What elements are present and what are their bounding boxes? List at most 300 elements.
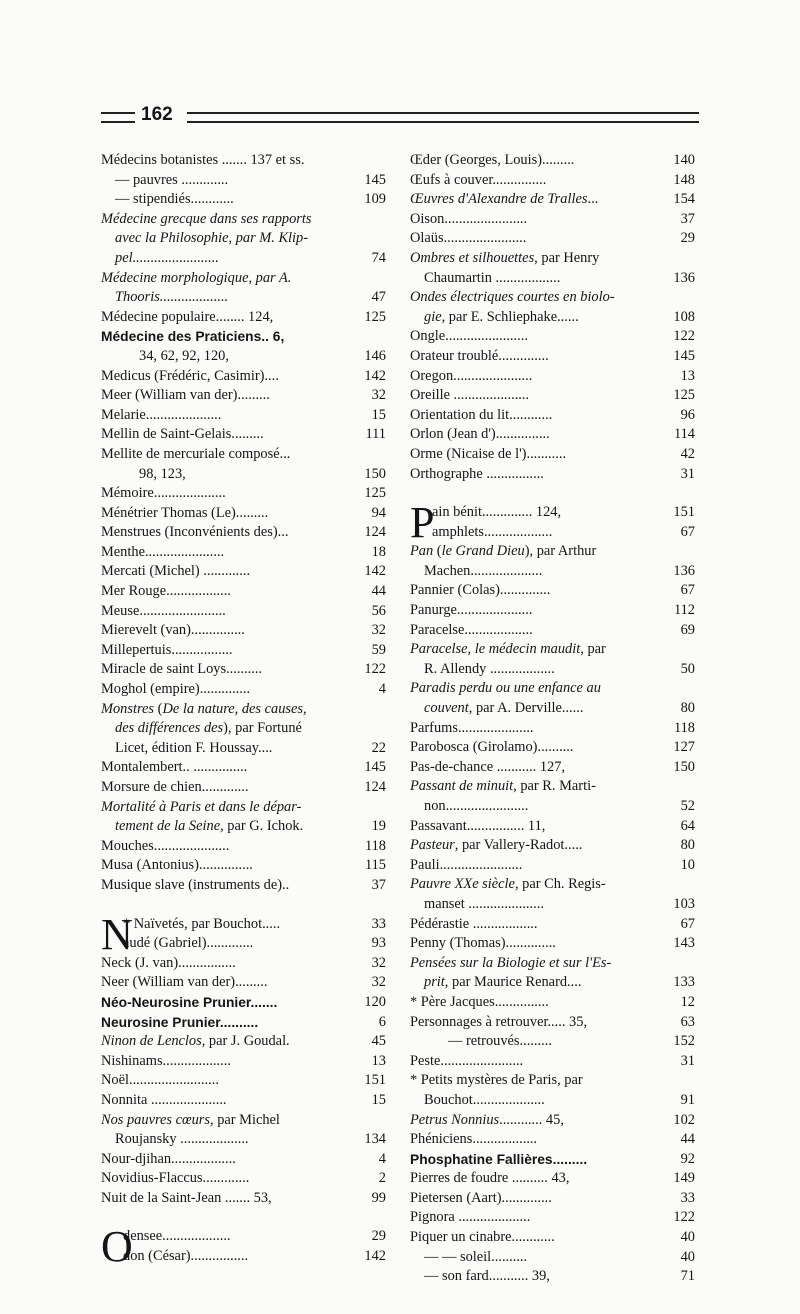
entry-text: Montalembert.. ............... <box>101 759 248 776</box>
page-ref: 93 <box>371 935 386 952</box>
index-entry <box>410 151 695 171</box>
index-column-right <box>410 151 695 1287</box>
entry-text: Parfums..................... <box>410 719 534 736</box>
entry-line: Thooris................... <box>115 289 229 306</box>
page-ref: 32 <box>371 387 386 404</box>
entry-text <box>101 1111 338 1150</box>
page-ref: 12 <box>680 993 695 1010</box>
entry-text: Oregon...................... <box>410 367 533 384</box>
index-entry <box>101 425 386 445</box>
index-entry <box>123 1247 386 1267</box>
entry-text: * Naïvetés, par Bouchot..... <box>123 915 281 932</box>
entry-text: Œder (Georges, Louis)......... <box>410 152 575 168</box>
index-entry <box>410 1169 695 1189</box>
page-ref: 10 <box>680 856 695 873</box>
index-entry <box>101 1091 386 1111</box>
page-ref: 94 <box>371 504 386 521</box>
index-entry <box>432 523 695 543</box>
entry-text: Ménétrier Thomas (Le)......... <box>101 504 269 521</box>
entry-text: — — soleil.......... <box>424 1248 528 1265</box>
index-entry <box>101 151 386 171</box>
index-block-o-cont <box>410 151 695 484</box>
page-ref: 125 <box>673 387 695 404</box>
page-ref: 134 <box>364 1131 386 1148</box>
index-entry <box>101 1169 386 1189</box>
entry-line: Monstres (De la nature, des causes, <box>101 700 307 717</box>
page-ref: 108 <box>673 308 695 325</box>
entry-text: Œufs à couver............... <box>410 171 547 188</box>
index-entry <box>410 171 695 191</box>
page-ref: 145 <box>364 171 386 188</box>
page-ref: 6 <box>378 1013 386 1030</box>
page-ref: 67 <box>680 915 695 932</box>
index-entry <box>410 601 695 621</box>
index-entry <box>410 758 695 778</box>
index-entry <box>101 837 386 857</box>
index-entry <box>410 1071 695 1110</box>
entry-text: Nuit de la Saint-Jean ....... 53, <box>101 1189 272 1206</box>
entry-line: gie, par E. Schliephake...... <box>424 308 579 325</box>
page-ref: 102 <box>673 1111 695 1128</box>
page-ref: 127 <box>673 739 695 756</box>
entry-text: Neer (William van der)......... <box>101 974 268 991</box>
page-ref: 96 <box>680 406 695 423</box>
index-entry <box>101 445 386 465</box>
page-ref: 109 <box>364 191 386 208</box>
entry-text: Millepertuis................. <box>101 641 233 658</box>
page-ref: 29 <box>680 230 695 247</box>
entry-text: Ongle....................... <box>410 328 528 345</box>
entry-text: — pauvres ............. <box>115 171 229 188</box>
page-ref: 151 <box>673 504 695 521</box>
page-ref: 47 <box>371 289 386 306</box>
index-entry <box>410 1111 695 1131</box>
index-entry <box>410 347 695 367</box>
index-entry <box>101 582 386 602</box>
index-entry <box>410 1032 695 1052</box>
index-entry <box>101 680 386 700</box>
index-entry <box>410 738 695 758</box>
dropcap-entry <box>101 1222 386 1272</box>
page-ref: 37 <box>680 210 695 227</box>
page-ref: 52 <box>680 798 695 814</box>
entry-line: Nos pauvres cœurs, par Michel <box>101 1111 280 1128</box>
entry-text: — son fard........... 39, <box>424 1268 550 1285</box>
page-ref: 13 <box>371 1052 386 1069</box>
page-ref: 143 <box>673 935 695 952</box>
page-ref: 125 <box>364 308 386 325</box>
entry-text: Neurosine Prunier.......... <box>101 1014 259 1030</box>
entry-line: Paradis perdu ou une enfance au <box>410 680 601 697</box>
entry-text: ain bénit.............. 124, <box>432 504 562 521</box>
index-entry <box>101 621 386 641</box>
dropcap-entry <box>101 909 386 959</box>
index-entry <box>101 190 386 210</box>
page-ref: 150 <box>673 758 695 775</box>
index-entry <box>123 1227 386 1247</box>
entry-text: Orthographe ................ <box>410 465 544 482</box>
index-entry <box>410 445 695 465</box>
page-ref: 32 <box>371 622 386 639</box>
entry-line: pel........................ <box>115 249 219 266</box>
index-entry <box>410 1130 695 1150</box>
index-entry <box>101 1052 386 1072</box>
index-entry <box>410 915 695 935</box>
entry-text: Phéniciens.................. <box>410 1131 538 1148</box>
index-entry <box>101 700 386 759</box>
index-entry <box>101 1111 386 1150</box>
index-entry <box>101 660 386 680</box>
entry-text: Mémoire.................... <box>101 485 226 502</box>
index-entry <box>410 367 695 387</box>
entry-line: manset ..................... <box>424 895 544 912</box>
page-ref: 122 <box>673 328 695 345</box>
page-ref: 120 <box>364 993 386 1010</box>
index-block-n <box>101 909 386 1209</box>
dropcap-entry <box>410 498 695 548</box>
entry-line: Ombres et silhouettes, par Henry <box>410 249 600 266</box>
index-entry <box>101 347 386 367</box>
entry-line: couvent, par A. Derville...... <box>424 700 584 717</box>
index-entry <box>410 1267 695 1287</box>
page-ref: 15 <box>371 1091 386 1108</box>
page-ref: 142 <box>364 367 386 384</box>
entry-text: Passavant................ 11, <box>410 817 546 834</box>
page-ref: 124 <box>364 779 386 795</box>
page-ref: 18 <box>371 543 386 560</box>
index-entry <box>123 934 386 954</box>
index-entry <box>410 229 695 249</box>
page-ref: 99 <box>371 1189 386 1206</box>
entry-text: Pannier (Colas).............. <box>410 582 551 599</box>
page-ref: 133 <box>673 974 695 991</box>
index-entry <box>101 1032 386 1052</box>
entry-line: Licet, édition F. Houssay.... <box>115 739 273 756</box>
page-ref: 115 <box>364 857 386 874</box>
page-number: 162 <box>141 104 173 125</box>
page-ref: 40 <box>680 1248 695 1265</box>
index-entry <box>410 425 695 445</box>
index-entry <box>101 523 386 543</box>
index-entry <box>101 562 386 582</box>
index-entry <box>101 210 386 269</box>
page-ref: 136 <box>673 562 695 579</box>
page-ref: 118 <box>673 719 695 736</box>
index-entry <box>410 817 695 837</box>
index-entry <box>410 934 695 954</box>
entry-line: Paracelse, le médecin maudit, par <box>410 641 606 658</box>
entry-text: Noël......................... <box>101 1072 219 1089</box>
entry-text: — stipendiés............ <box>115 191 234 208</box>
index-entry <box>410 210 695 230</box>
entry-text: Mellite de mercuriale composé... <box>101 445 291 462</box>
index-entry <box>101 856 386 876</box>
index-entry <box>410 1052 695 1072</box>
index-entry <box>101 484 386 504</box>
page-ref: 145 <box>673 347 695 364</box>
entry-text: Médecine populaire........ 124, <box>101 308 274 325</box>
page-ref: 29 <box>371 1228 386 1245</box>
page-ref: 13 <box>680 367 695 384</box>
entry-line: Mortalité à Paris et dans le dépar- <box>101 798 302 815</box>
drop-cap-letter: P <box>410 498 435 548</box>
index-entry <box>101 327 386 347</box>
index-entry <box>410 288 695 327</box>
page-ref: 142 <box>364 1248 386 1265</box>
entry-text <box>101 210 338 269</box>
entry-text: Personnages à retrouver..... 35, <box>410 1013 588 1030</box>
index-entry <box>410 621 695 641</box>
entry-line: prit, par Maurice Renard.... <box>424 974 582 991</box>
index-entry <box>410 542 695 581</box>
entry-text: Pédérastie .................. <box>410 915 538 932</box>
entry-line: non....................... <box>424 798 529 814</box>
index-entry <box>410 954 695 993</box>
page-ref: 67 <box>680 523 695 540</box>
page-ref: 45 <box>371 1033 386 1050</box>
page-ref: 33 <box>680 1189 695 1206</box>
page-ref: 80 <box>680 700 695 717</box>
entry-text: 34, 62, 92, 120, <box>139 347 229 364</box>
entry-text: Musique slave (instruments de).. <box>101 876 290 893</box>
page-ref: 152 <box>673 1033 695 1050</box>
drop-cap-letter: O <box>101 1222 133 1272</box>
entry-text: * Père Jacques............... <box>410 993 549 1010</box>
page-ref: 146 <box>364 347 386 364</box>
page-ref: 40 <box>680 1229 695 1246</box>
index-entry <box>410 190 695 210</box>
index-entry <box>410 1228 695 1248</box>
entry-text: 98, 123, <box>139 465 186 482</box>
page-ref: 37 <box>371 876 386 893</box>
entry-text: Mierevelt (van)............... <box>101 622 245 639</box>
index-entry <box>410 719 695 739</box>
entry-text <box>101 700 338 759</box>
index-entry <box>410 1208 695 1228</box>
index-entry <box>410 1013 695 1033</box>
entry-text: Orme (Nicaise de l')........... <box>410 445 567 462</box>
entry-text: don (César)................ <box>123 1248 249 1265</box>
index-entry <box>410 1150 695 1170</box>
page-ref: 92 <box>680 1150 695 1167</box>
index-entry <box>101 758 386 778</box>
entry-text: Melarie..................... <box>101 406 222 423</box>
header-rule-left <box>101 112 135 123</box>
page-ref: 50 <box>680 660 695 677</box>
index-entry <box>410 640 695 679</box>
entry-text <box>101 798 338 837</box>
page-ref: 44 <box>371 583 386 600</box>
entry-text <box>410 875 647 914</box>
entry-text: Oison....................... <box>410 210 528 227</box>
page-ref: 91 <box>680 1091 695 1108</box>
entry-text: Pietersen (Aart).............. <box>410 1189 552 1206</box>
index-block-o <box>101 1222 386 1272</box>
entry-text: Parobosca (Girolamo).......... <box>410 739 574 756</box>
page-ref: 136 <box>673 269 695 286</box>
entry-text: Panurge..................... <box>410 602 533 619</box>
entry-line: * Petits mystères de Paris, par <box>410 1072 583 1089</box>
entry-line: R. Allendy .................. <box>424 660 555 677</box>
entry-text: Musa (Antonius)............... <box>101 857 253 874</box>
entry-line: Pan (le Grand Dieu), par Arthur <box>410 543 597 560</box>
entry-text <box>410 288 647 327</box>
page-ref: 32 <box>371 954 386 971</box>
entry-text <box>410 249 647 288</box>
page-ref: 145 <box>364 759 386 776</box>
page-ref: 150 <box>364 465 386 482</box>
page-ref: 103 <box>673 895 695 912</box>
index-entry <box>101 1189 386 1209</box>
index-column-left <box>101 151 386 1272</box>
page-ref: 63 <box>680 1013 695 1030</box>
page-ref: 142 <box>364 563 386 580</box>
entry-text: Orlon (Jean d')............... <box>410 426 550 443</box>
entry-line: Pensées sur la Biologie et sur l'Es- <box>410 954 612 971</box>
page-header <box>101 100 699 132</box>
entry-text: Médecins botanistes ....... 137 et ss. <box>101 152 305 168</box>
entry-text: Mouches..................... <box>101 837 230 854</box>
index-entry <box>410 993 695 1013</box>
index-entry <box>410 1189 695 1209</box>
index-entry <box>101 973 386 993</box>
page-ref: 124 <box>364 524 386 541</box>
index-entry <box>410 249 695 288</box>
entry-text: Pierres de foudre .......... 43, <box>410 1170 570 1187</box>
index-entry <box>410 679 695 718</box>
page-ref: 64 <box>680 817 695 834</box>
index-entry <box>101 876 386 896</box>
entry-text: Nonnita ..................... <box>101 1091 227 1108</box>
entry-text: Oreille ..................... <box>410 387 530 404</box>
index-entry <box>410 1248 695 1268</box>
index-entry <box>101 386 386 406</box>
index-entry <box>101 543 386 563</box>
entry-text: Mer Rouge.................. <box>101 583 231 600</box>
index-entry <box>101 1071 386 1091</box>
entry-text: Menstrues (Inconvénients des)... <box>101 524 289 541</box>
drop-cap-letter: N <box>101 909 133 959</box>
page-ref: 122 <box>364 661 386 678</box>
entry-line: tement de la Seine, par G. Ichok. <box>115 818 304 835</box>
page-ref: 154 <box>673 191 695 208</box>
index-block-p <box>410 498 695 1287</box>
entry-text: Orateur troublé.............. <box>410 347 549 364</box>
entry-text: Meuse........................ <box>101 602 226 619</box>
entry-line: Machen.................... <box>424 562 543 579</box>
page-ref: 125 <box>364 485 386 502</box>
index-entry <box>101 778 386 798</box>
entry-text: Nishinams................... <box>101 1052 231 1069</box>
index-entry <box>101 308 386 328</box>
page-ref: 2 <box>378 1170 386 1187</box>
page-ref: 122 <box>673 1209 695 1226</box>
entry-text: — retrouvés......... <box>448 1033 552 1050</box>
page-ref: 32 <box>371 974 386 991</box>
index-entry <box>410 406 695 426</box>
page-ref: 114 <box>673 426 695 443</box>
index-entry <box>101 798 386 837</box>
entry-text: Penny (Thomas).............. <box>410 935 556 952</box>
index-entry <box>410 386 695 406</box>
page-ref: 149 <box>673 1170 695 1187</box>
page-ref: 67 <box>680 582 695 599</box>
entry-text: Paracelse................... <box>410 621 533 638</box>
page-ref: 80 <box>680 837 695 854</box>
entry-text: Œuvres d'Alexandre de Tralles... <box>410 191 599 208</box>
index-entry <box>432 503 695 523</box>
index-entry <box>101 504 386 524</box>
index-entry <box>101 406 386 426</box>
page-ref: 148 <box>673 171 695 188</box>
page-ref: 118 <box>364 837 386 854</box>
entry-line: des différences des), par Fortuné <box>115 720 302 737</box>
page-ref: 31 <box>680 465 695 482</box>
index-entry <box>101 602 386 622</box>
page-ref: 15 <box>371 406 386 423</box>
page-ref: 44 <box>680 1131 695 1148</box>
index-entry <box>123 915 386 935</box>
page-ref: 111 <box>365 426 386 443</box>
entry-text: Medicus (Frédéric, Casimir).... <box>101 367 279 384</box>
index-entry <box>101 954 386 974</box>
page-ref: 31 <box>680 1052 695 1069</box>
page-ref: 74 <box>371 249 386 266</box>
entry-text <box>410 542 647 581</box>
entry-line: Ondes électriques courtes en biolo- <box>410 289 615 306</box>
index-entry <box>101 1150 386 1170</box>
page-ref: 4 <box>378 681 386 698</box>
entry-line: Pauvre XXe siècle, par Ch. Regis- <box>410 876 606 893</box>
entry-text <box>410 679 647 718</box>
index-entry <box>410 465 695 485</box>
entry-line: Passant de minuit, par R. Marti- <box>410 778 596 795</box>
header-rule-right <box>187 112 699 123</box>
index-entry <box>410 327 695 347</box>
page-ref: 71 <box>680 1268 695 1285</box>
page-ref: 42 <box>680 445 695 462</box>
index-entry <box>410 856 695 876</box>
page-ref: 4 <box>378 1150 386 1167</box>
entry-text: Ninon de Lenclos, par J. Goudal. <box>101 1033 290 1050</box>
entry-text: Petrus Nonnius............ 45, <box>410 1111 564 1128</box>
entry-text: Phosphatine Fallières......... <box>410 1151 588 1167</box>
entry-text: Olaüs....................... <box>410 230 527 247</box>
entry-text: Moghol (empire).............. <box>101 681 251 698</box>
entry-text: Piquer un cinabre............ <box>410 1229 555 1246</box>
entry-text <box>410 777 647 816</box>
entry-line: Chaumartin .................. <box>424 269 561 286</box>
page-ref: 69 <box>680 621 695 638</box>
entry-text: Pignora .................... <box>410 1209 531 1226</box>
entry-line: Médecine morphologique, par A. <box>101 269 292 286</box>
entry-text: Pauli....................... <box>410 856 523 873</box>
entry-text: Nour-djihan.................. <box>101 1150 236 1167</box>
page-ref: 33 <box>371 915 386 932</box>
page-ref: 56 <box>371 602 386 619</box>
entry-text: Néo-Neurosine Prunier....... <box>101 994 278 1010</box>
page-ref: 19 <box>371 818 386 835</box>
entry-text: Mellin de Saint-Gelais......... <box>101 426 264 443</box>
index-entry <box>410 777 695 816</box>
entry-text <box>410 954 647 993</box>
entry-text: Miracle de saint Loys.......... <box>101 661 263 678</box>
entry-text: amphlets................... <box>432 523 553 540</box>
entry-text <box>101 269 338 308</box>
entry-line: avec la Philosophie, par M. Klip- <box>115 230 309 247</box>
index-entry <box>101 269 386 308</box>
index-entry <box>410 581 695 601</box>
